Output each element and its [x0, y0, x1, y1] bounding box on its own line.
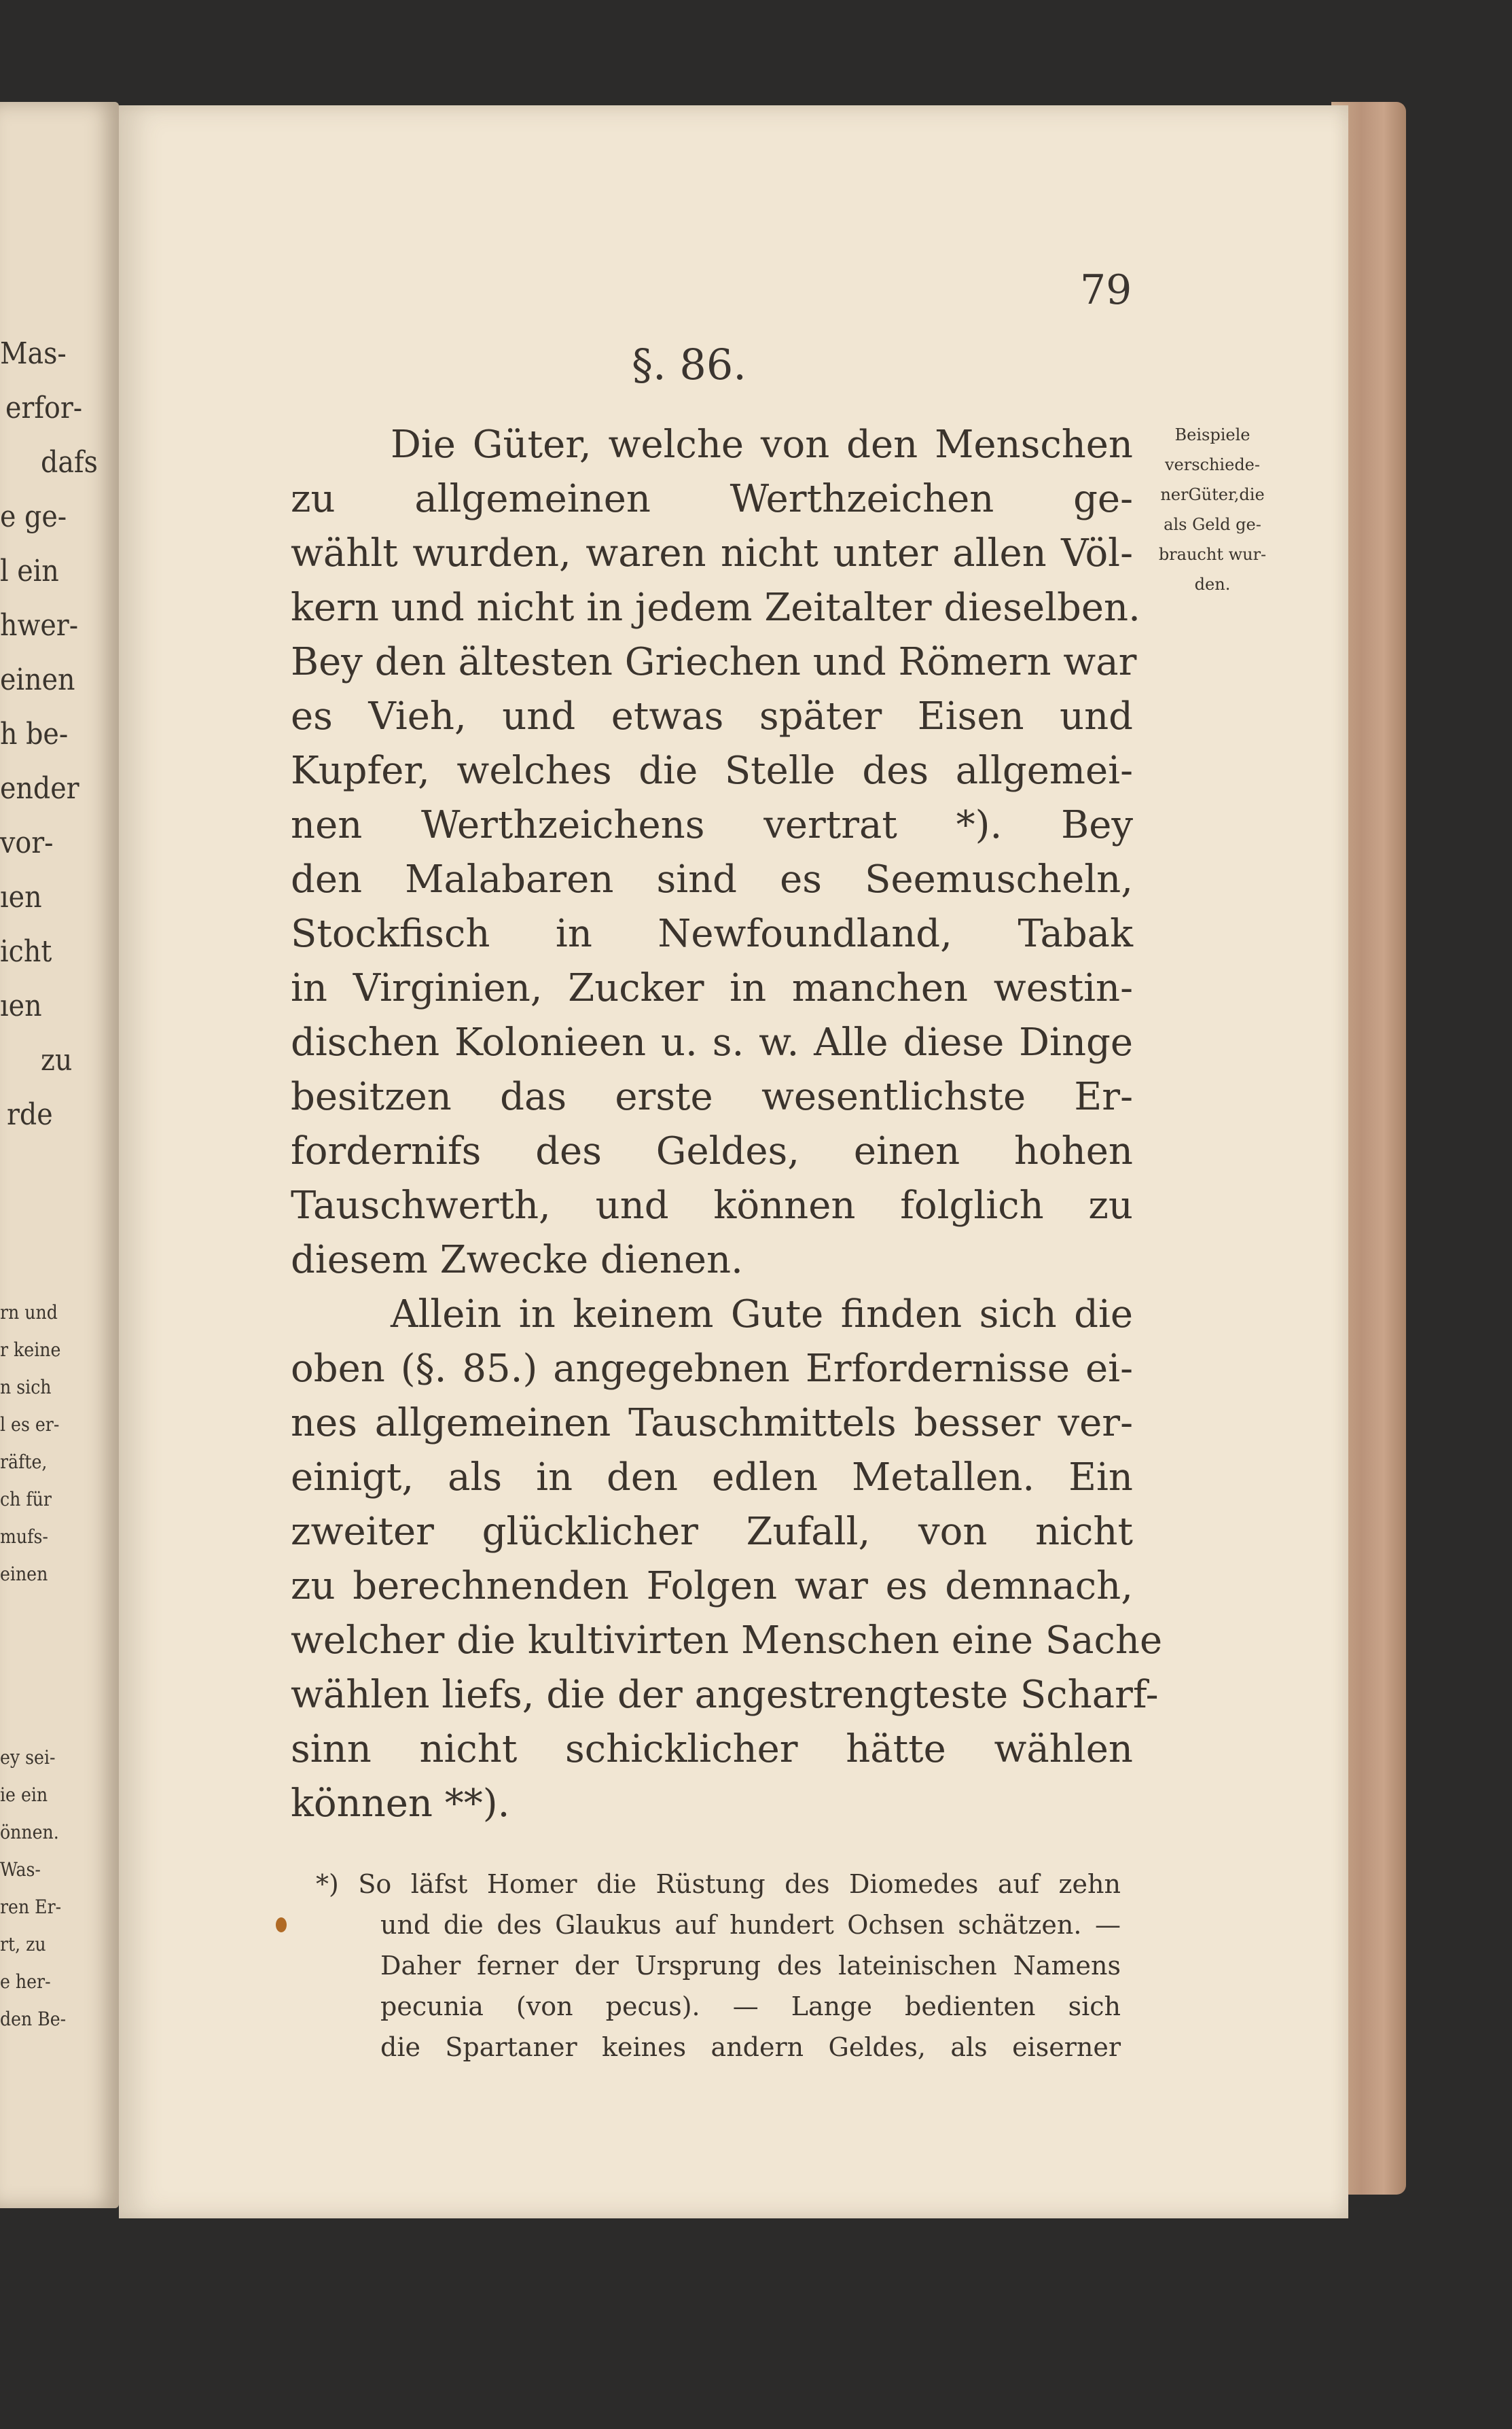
body-line: in Virginien, Zucker in manchen westin-: [291, 966, 1133, 1010]
body-line: Bey den ältesten Griechen und Römern war: [291, 640, 1137, 684]
body-line: welcher die kultivirten Menschen eine Sache: [291, 1618, 1163, 1663]
footnote-line: Daher ferner der Ursprung des lateinischen Namens: [380, 1951, 1121, 1981]
footnote-line: *) So läfst Homer die Rüstung des Diomedes auf zehn: [316, 1869, 1121, 1899]
facing-page-text: vor-: [0, 826, 54, 860]
facing-page-text: rde: [7, 1097, 53, 1132]
section-heading: §. 86.: [632, 340, 747, 389]
facing-page-footnote: den Be-: [0, 2008, 67, 2030]
body-line: Allein in keinem Gute finden sich die: [391, 1292, 1133, 1336]
facing-page-footnote: ch für: [0, 1488, 52, 1510]
body-line: diesem Zwecke dienen.: [291, 1238, 743, 1282]
facing-page-text: ıen: [0, 989, 42, 1023]
margin-note-line: den.: [1194, 575, 1231, 594]
footnote-line: die Spartaner keines andern Geldes, als eiserner: [380, 2032, 1121, 2062]
footnote-line: pecunia (von pecus). — Lange bedienten sich: [380, 1991, 1121, 2021]
body-line: können **).: [291, 1781, 510, 1826]
body-line: einigt, als in den edlen Metallen. Ein: [291, 1455, 1133, 1500]
facing-page-text: hwer-: [0, 608, 79, 643]
facing-page-text: ıen: [0, 880, 42, 915]
facing-page-text: zu: [41, 1043, 73, 1078]
facing-page-footnote: rt, zu: [0, 1933, 46, 1955]
facing-page-footnote: l es er-: [0, 1413, 60, 1436]
body-line: es Vieh, und etwas später Eisen und: [291, 694, 1133, 739]
facing-page-text: dafs: [41, 445, 98, 480]
facing-page-text: h be-: [0, 717, 69, 751]
body-line: zweiter glücklicher Zufall, von nicht: [291, 1510, 1133, 1554]
page-number: 79: [1080, 266, 1132, 314]
facing-page-footnote: ey sei-: [0, 1746, 56, 1769]
body-line: nes allgemeinen Tauschmittels besser ver-: [291, 1401, 1133, 1445]
margin-note-line: Beispiele: [1174, 425, 1250, 444]
facing-page-text: Mas-: [0, 336, 67, 371]
facing-page-footnote: e her-: [0, 1970, 51, 1993]
facing-page-text: erfor-: [5, 391, 83, 425]
facing-page-footnote: Was-: [0, 1858, 41, 1881]
body-line: kern und nicht in jedem Zeitalter dieselben.: [291, 586, 1140, 630]
body-line: Stockfisch in Newfoundland, Tabak: [291, 912, 1133, 956]
facing-page-footnote: einen: [0, 1563, 48, 1585]
body-line: Die Güter, welche von den Menschen: [391, 423, 1133, 467]
body-line: den Malabaren sind es Seemuscheln,: [291, 857, 1133, 902]
facing-page-footnote: rn und: [0, 1301, 58, 1324]
body-line: wählen liefs, die der angestrengteste Scharf-: [291, 1673, 1159, 1717]
footnote-line: und die des Glaukus auf hundert Ochsen schätzen. —: [380, 1910, 1121, 1940]
facing-page-text: icht: [0, 934, 52, 969]
facing-page-footnote: räfte,: [0, 1451, 48, 1473]
margin-note-line: verschiede-: [1164, 455, 1260, 474]
facing-page-footnote: mufs-: [0, 1525, 48, 1548]
facing-page-footnote: ie ein: [0, 1784, 48, 1806]
body-line: nen Werthzeichens vertrat *). Bey: [291, 803, 1133, 847]
facing-page-footnote: ren Er-: [0, 1896, 62, 1918]
body-line: fordernifs des Geldes, einen hohen: [291, 1129, 1133, 1173]
margin-note-line: als Geld ge-: [1164, 515, 1261, 534]
facing-page-footnote: r keine: [0, 1338, 61, 1361]
facing-page-text: e ge-: [0, 499, 67, 534]
facing-page: [0, 102, 119, 2208]
margin-note-line: nerGüter,die: [1160, 485, 1265, 504]
body-line: zu allgemeinen Werthzeichen ge-: [291, 477, 1133, 521]
facing-page-footnote: önnen.: [0, 1821, 59, 1843]
facing-page-footnote: n sich: [0, 1376, 52, 1398]
body-line: zu berechnenden Folgen war es demnach,: [291, 1564, 1133, 1608]
facing-page-text: ender: [0, 771, 79, 806]
body-line: besitzen das erste wesentlichste Er-: [291, 1075, 1133, 1119]
body-line: sinn nicht schicklicher hätte wählen: [291, 1727, 1133, 1771]
body-line: Tauschwerth, und können folglich zu: [291, 1184, 1133, 1228]
body-line: oben (§. 85.) angegebnen Erfordernisse ei-: [291, 1347, 1133, 1391]
body-line: wählt wurden, waren nicht unter allen Völ-: [291, 531, 1133, 575]
margin-note-line: braucht wur-: [1158, 545, 1267, 564]
body-line: dischen Kolonieen u. s. w. Alle diese Dinge: [291, 1021, 1133, 1065]
facing-page-text: l ein: [0, 554, 59, 588]
body-line: Kupfer, welches die Stelle des allgemei-: [291, 749, 1133, 793]
ink-stain: [276, 1917, 287, 1932]
facing-page-text: einen: [0, 662, 75, 697]
